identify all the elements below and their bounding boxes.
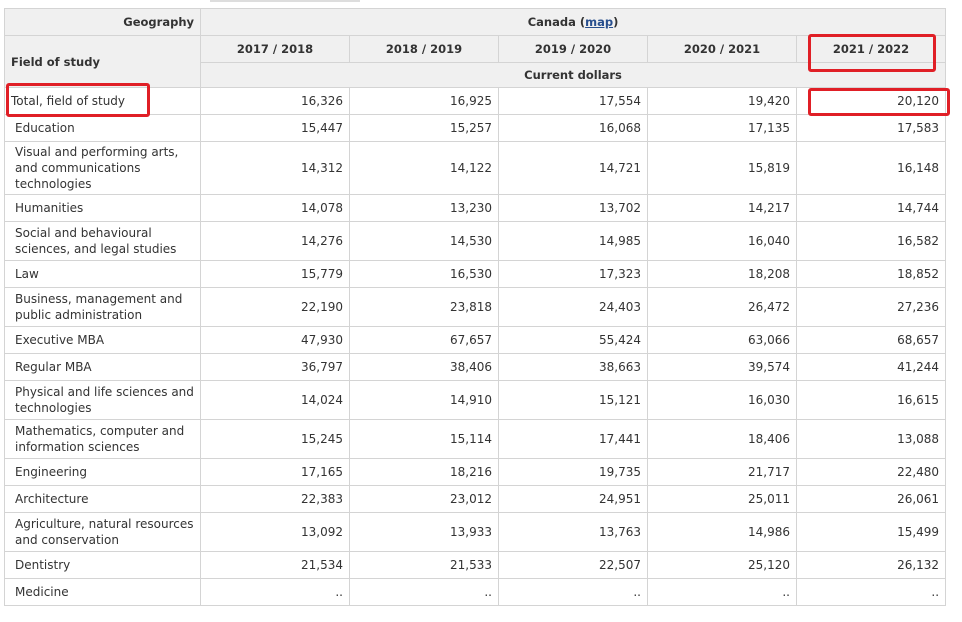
value-cell: 15,447	[201, 115, 350, 142]
value-cell: 15,245	[201, 420, 350, 459]
value-cell: 18,208	[648, 261, 797, 288]
row-label: Architecture	[5, 486, 201, 513]
value-cell: 68,657	[797, 327, 946, 354]
value-cell: 15,819	[648, 142, 797, 195]
value-cell: 22,480	[797, 459, 946, 486]
table-row	[5, 354, 946, 381]
value-cell: 14,276	[201, 222, 350, 261]
row-label: Education	[5, 115, 201, 142]
value-cell: 17,165	[201, 459, 350, 486]
value-cell: 15,499	[797, 513, 946, 552]
row-label: Dentistry	[5, 552, 201, 579]
value-cell: 26,061	[797, 486, 946, 513]
year-header-row	[5, 36, 946, 63]
value-cell: 22,383	[201, 486, 350, 513]
table-row	[5, 222, 946, 261]
geography-label: Geography	[5, 9, 201, 36]
value-cell: 21,717	[648, 459, 797, 486]
value-cell: 47,930	[201, 327, 350, 354]
value-cell: 14,986	[648, 513, 797, 552]
table-row	[5, 261, 946, 288]
year-header-2019-2020: 2019 / 2020	[499, 36, 648, 63]
row-label: Physical and life sciences and technologies	[5, 381, 201, 420]
value-cell: 17,554	[499, 88, 648, 115]
value-cell: 14,744	[797, 195, 946, 222]
value-cell: 25,011	[648, 486, 797, 513]
table-row	[5, 459, 946, 486]
table-row	[5, 552, 946, 579]
value-cell: 13,702	[499, 195, 648, 222]
value-cell: 41,244	[797, 354, 946, 381]
units-header: Current dollars	[201, 63, 946, 88]
value-cell: 19,420	[648, 88, 797, 115]
value-cell: 17,583	[797, 115, 946, 142]
value-cell: 14,217	[648, 195, 797, 222]
value-cell: 16,530	[350, 261, 499, 288]
value-cell: 22,507	[499, 552, 648, 579]
value-cell: 14,910	[350, 381, 499, 420]
row-label: Agriculture, natural resources and conservation	[5, 513, 201, 552]
row-label: Executive MBA	[5, 327, 201, 354]
value-cell: 27,236	[797, 288, 946, 327]
value-cell: ..	[499, 579, 648, 606]
value-cell: 14,122	[350, 142, 499, 195]
value-cell: 63,066	[648, 327, 797, 354]
map-link[interactable]: map	[585, 15, 614, 29]
value-cell: 14,024	[201, 381, 350, 420]
value-cell: 14,530	[350, 222, 499, 261]
table-row	[5, 420, 946, 459]
year-header-2021-2022: 2021 / 2022	[797, 36, 946, 63]
value-cell: 19,735	[499, 459, 648, 486]
value-cell: ..	[797, 579, 946, 606]
value-cell: 25,120	[648, 552, 797, 579]
value-cell: 26,132	[797, 552, 946, 579]
value-cell: 55,424	[499, 327, 648, 354]
value-cell: ..	[350, 579, 499, 606]
value-cell: 22,190	[201, 288, 350, 327]
row-label: Business, management and public administration	[5, 288, 201, 327]
value-cell: 24,951	[499, 486, 648, 513]
field-of-study-header: Field of study	[5, 36, 201, 88]
value-cell: 39,574	[648, 354, 797, 381]
table-row	[5, 381, 946, 420]
value-cell: 16,040	[648, 222, 797, 261]
year-header-2020-2021: 2020 / 2021	[648, 36, 797, 63]
table-row	[5, 513, 946, 552]
row-label: Mathematics, computer and information sciences	[5, 420, 201, 459]
row-label: Total, field of study	[5, 88, 201, 115]
row-label: Law	[5, 261, 201, 288]
table-row	[5, 579, 946, 606]
value-cell: 16,615	[797, 381, 946, 420]
value-cell: 17,323	[499, 261, 648, 288]
value-cell: ..	[201, 579, 350, 606]
value-cell: 23,012	[350, 486, 499, 513]
value-cell: 16,582	[797, 222, 946, 261]
value-cell: 38,406	[350, 354, 499, 381]
value-cell: 17,441	[499, 420, 648, 459]
value-cell: 18,406	[648, 420, 797, 459]
value-cell: 16,068	[499, 115, 648, 142]
year-header-2017-2018: 2017 / 2018	[201, 36, 350, 63]
value-cell: 15,114	[350, 420, 499, 459]
value-cell: 14,078	[201, 195, 350, 222]
row-label: Engineering	[5, 459, 201, 486]
geography-header-row	[5, 9, 946, 36]
value-cell: 21,534	[201, 552, 350, 579]
value-cell: 16,030	[648, 381, 797, 420]
top-divider	[210, 0, 360, 2]
table-row	[5, 195, 946, 222]
value-cell: 24,403	[499, 288, 648, 327]
row-label: Visual and performing arts, and communications technologies	[5, 142, 201, 195]
value-cell: 15,257	[350, 115, 499, 142]
row-label: Humanities	[5, 195, 201, 222]
row-label: Medicine	[5, 579, 201, 606]
geography-value: Canada	[527, 15, 576, 29]
value-cell: 67,657	[350, 327, 499, 354]
table-row	[5, 142, 946, 195]
value-cell: 16,148	[797, 142, 946, 195]
tuition-table	[4, 8, 946, 606]
value-cell: 13,088	[797, 420, 946, 459]
value-cell: 14,985	[499, 222, 648, 261]
value-cell: 26,472	[648, 288, 797, 327]
value-cell: 17,135	[648, 115, 797, 142]
table-row	[5, 115, 946, 142]
value-cell: 15,779	[201, 261, 350, 288]
value-cell: 16,326	[201, 88, 350, 115]
value-cell: 36,797	[201, 354, 350, 381]
value-cell: 14,721	[499, 142, 648, 195]
table-row	[5, 88, 946, 115]
row-label: Regular MBA	[5, 354, 201, 381]
value-cell: 18,216	[350, 459, 499, 486]
table-row	[5, 327, 946, 354]
value-cell: 23,818	[350, 288, 499, 327]
value-cell: 21,533	[350, 552, 499, 579]
value-cell: 13,230	[350, 195, 499, 222]
value-cell: 13,763	[499, 513, 648, 552]
table-row	[5, 486, 946, 513]
value-cell: 15,121	[499, 381, 648, 420]
value-cell: ..	[648, 579, 797, 606]
value-cell: 13,092	[201, 513, 350, 552]
value-cell: 20,120	[797, 88, 946, 115]
value-cell: 18,852	[797, 261, 946, 288]
geography-value-cell: Canada (map)	[201, 9, 946, 36]
year-header-2018-2019: 2018 / 2019	[350, 36, 499, 63]
table-row	[5, 288, 946, 327]
row-label: Social and behavioural sciences, and legal studies	[5, 222, 201, 261]
value-cell: 38,663	[499, 354, 648, 381]
value-cell: 14,312	[201, 142, 350, 195]
value-cell: 16,925	[350, 88, 499, 115]
value-cell: 13,933	[350, 513, 499, 552]
